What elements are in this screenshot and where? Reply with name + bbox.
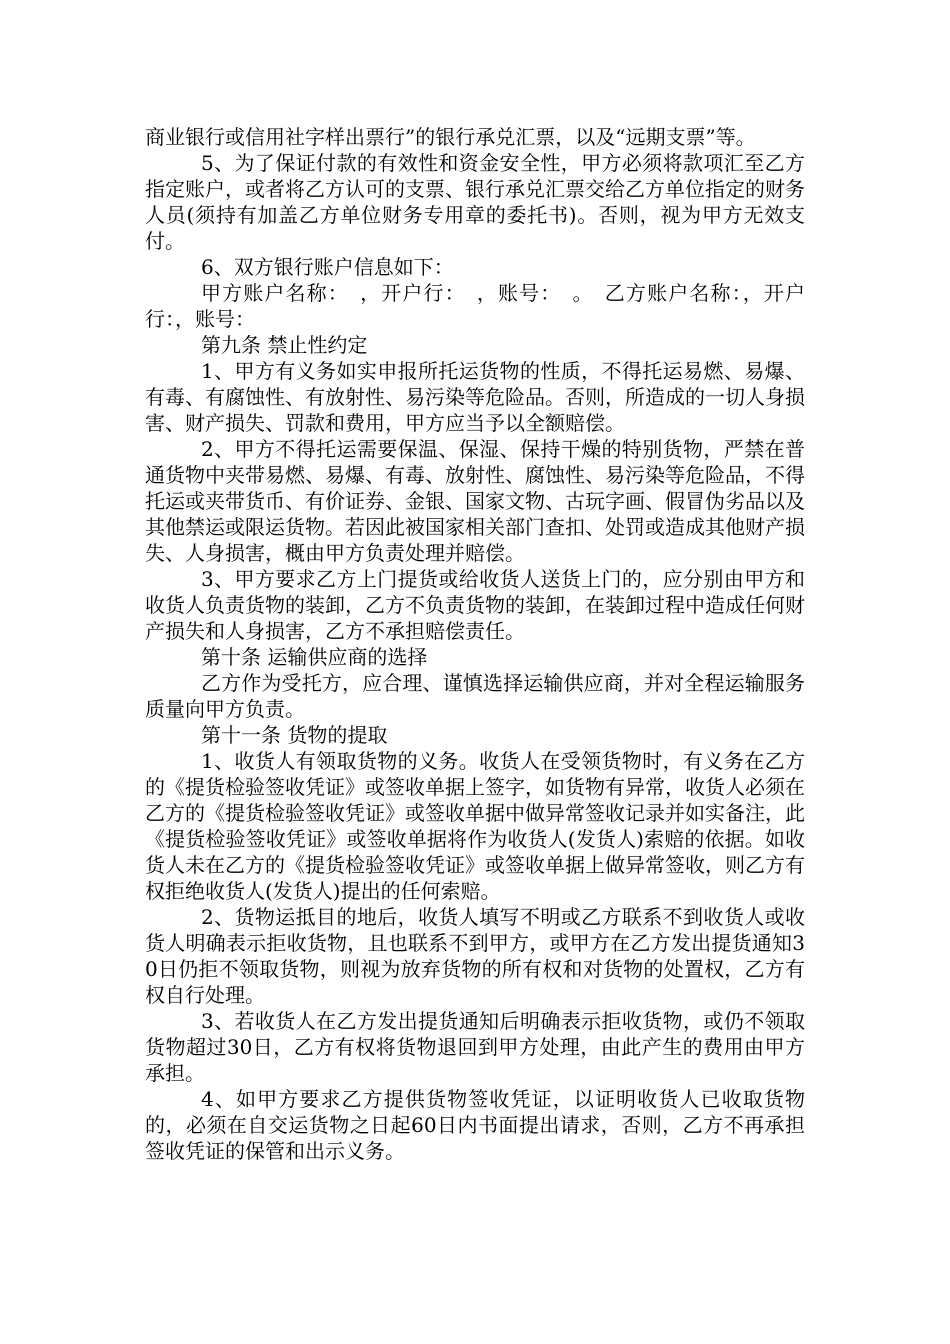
paragraph: 3、甲方要求乙方上门提货或给收货人送货上门的，应分别由甲方和收货人负责货物的装卸，乙方不负责货物的装卸，在装卸过程中造成任何财产损失和人身损害，乙方不承担赔偿责任。 (145, 567, 805, 643)
paragraph: 2、货物运抵目的地后，收货人填写不明或乙方联系不到收货人或收货人明确表示拒收货物，且也联系不到甲方，或甲方在乙方发出提货通知30日仍拒不领取货物，则视为放弃货物的所有权和对货物的处置权，乙方有权自行处理。 (145, 905, 805, 1007)
paragraph: 1、收货人有领取货物的义务。收货人在受领货物时，有义务在乙方的《提货检验签收凭证》或签收单据上签字，如货物有异常，收货人必须在乙方的《提货检验签收凭证》或签收单据中做异常签收记录并如实备注，此《提货检验签收凭证》或签收单据将作为收货人(发货人)索赔的依据。如收货人未在乙方的《提货检验签收凭证》或签收单据上做异常签收，则乙方有权拒绝收货人(发货人)提出的任何索赔。 (145, 749, 805, 903)
article-heading-10: 第十条 运输供应商的选择 (201, 645, 428, 669)
article-heading-9: 第九条 禁止性约定 (201, 333, 368, 357)
bank-account-info: 甲方账户名称： ，开户行： ，账号： 。 乙方账户名称：，开户行：，账号： (145, 281, 805, 331)
paragraph: 乙方作为受托方，应合理、谨慎选择运输供应商，并对全程运输服务质量向甲方负责。 (145, 671, 805, 721)
paragraph: 3、若收货人在乙方发出提货通知后明确表示拒收货物，或仍不领取货物超过30日，乙方有权将货物退回到甲方处理，由此产生的费用由甲方承担。 (145, 1009, 805, 1085)
article-heading-11: 第十一条 货物的提取 (201, 723, 388, 747)
paragraph: 2、甲方不得托运需要保温、保湿、保持干燥的特别货物，严禁在普通货物中夹带易燃、易爆、有毒、放射性、腐蚀性、易污染等危险品，不得托运或夹带货币、有价证券、金银、国家文物、古玩字画、假冒伪劣品以及其他禁运或限运货物。若因此被国家相关部门查扣、处罚或造成其他财产损失、人身损害，概由甲方负责处理并赔偿。 (145, 437, 805, 565)
paragraph: 6、双方银行账户信息如下： (201, 255, 454, 279)
paragraph: 5、为了保证付款的有效性和资金安全性，甲方必须将款项汇至乙方指定账户，或者将乙方认可的支票、银行承兑汇票交给乙方单位指定的财务人员(须持有加盖乙方单位财务专用章的委托书)。否则，视为甲方无效支付。 (145, 151, 805, 253)
paragraph: 商业银行或信用社字样出票行”的银行承兑汇票，以及“远期支票”等。 (145, 125, 756, 149)
paragraph: 4、如甲方要求乙方提供货物签收凭证，以证明收货人已收取货物的，必须在自交运货物之日起60日内书面提出请求，否则，乙方不再承担签收凭证的保管和出示义务。 (145, 1087, 805, 1163)
paragraph: 1、甲方有义务如实申报所托运货物的性质，不得托运易燃、易爆、有毒、有腐蚀性、有放射性、易污染等危险品。否则，所造成的一切人身损害、财产损失、罚款和费用，甲方应当予以全额赔偿。 (145, 359, 805, 435)
document-page (145, 124, 805, 1164)
